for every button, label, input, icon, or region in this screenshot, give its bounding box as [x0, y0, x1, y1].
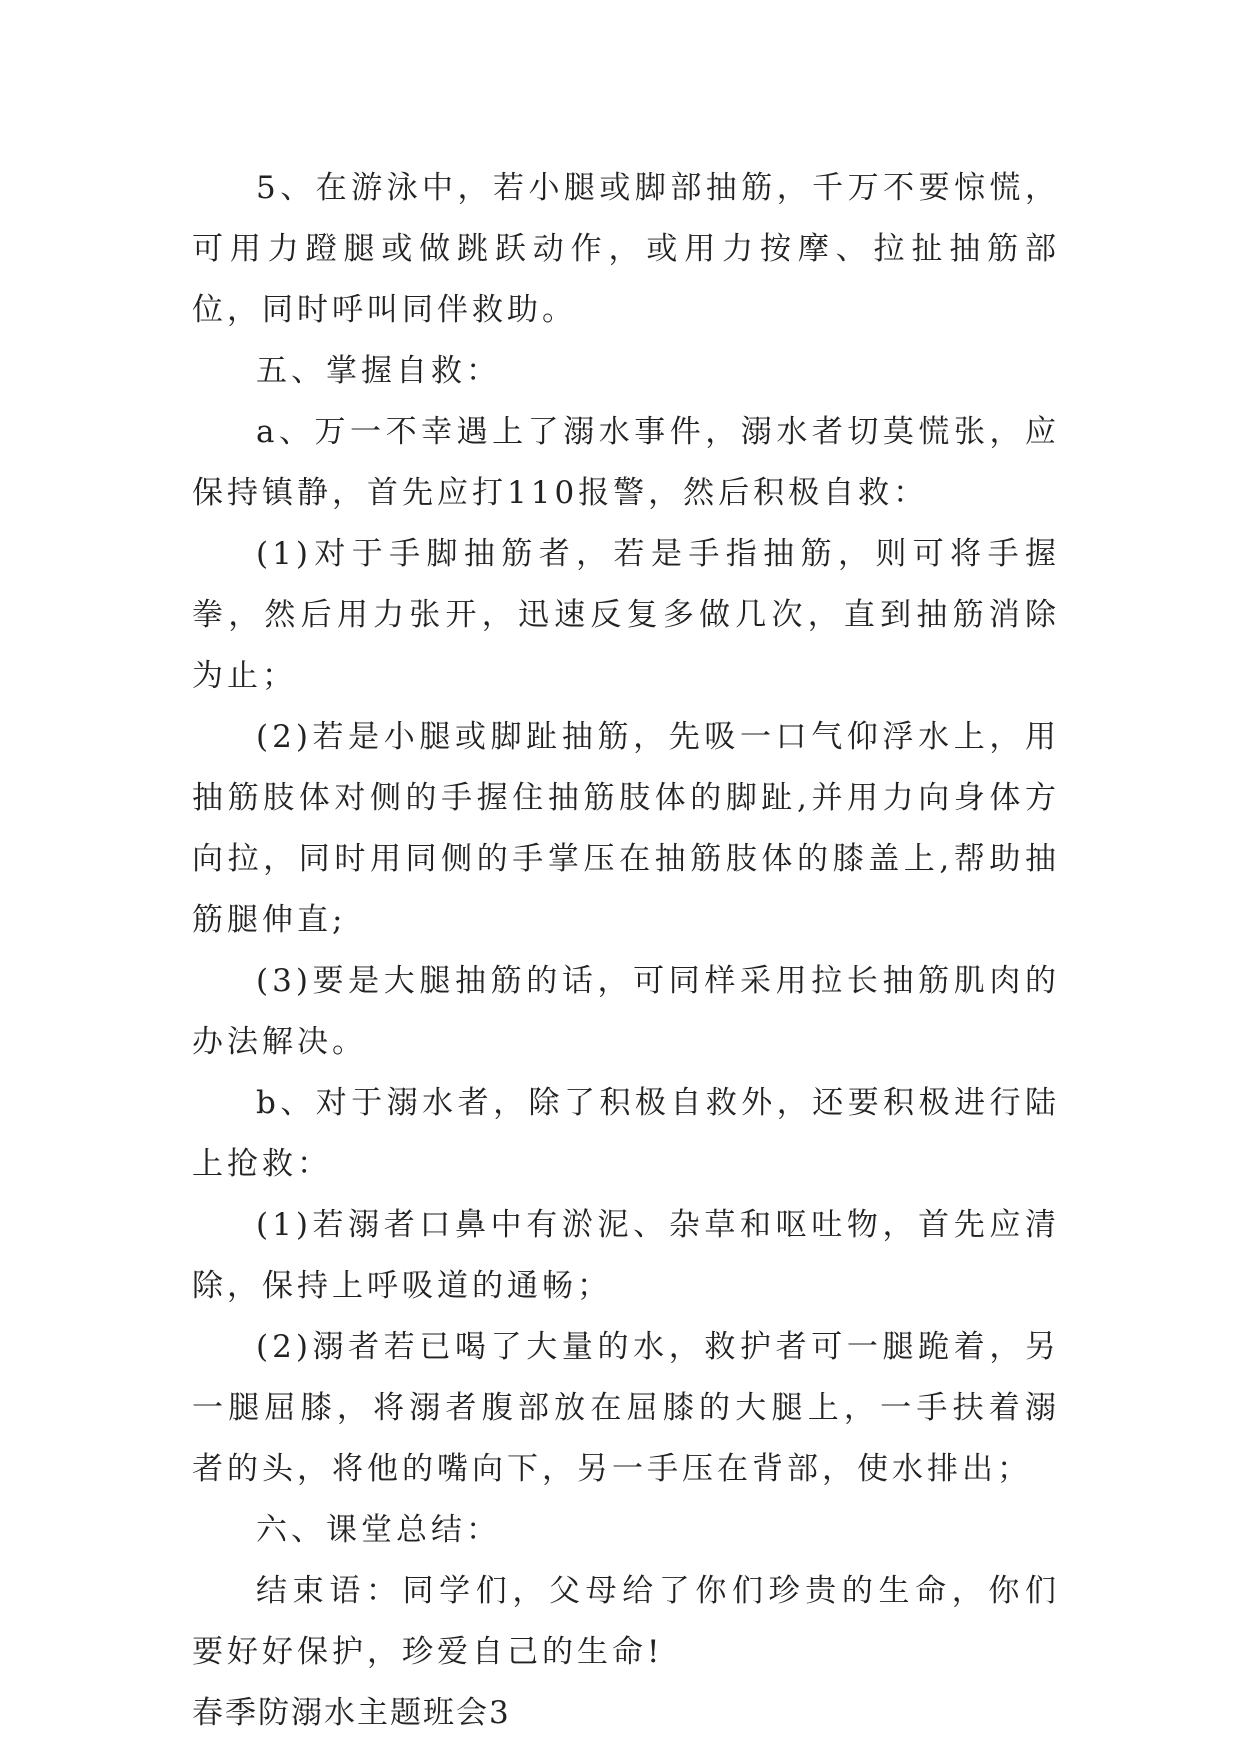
paragraph-cramp-leg: (2)若是小腿或脚趾抽筋，先吸一口气仰浮水上，用抽筋肢体对侧的手握住抽筋肢体的脚趾,并用力向身体方向拉，同时用同侧的手掌压在抽筋肢体的膝盖上,帮助抽筋腿伸直;	[192, 719, 1060, 938]
paragraph-rescue-b: b、对于溺水者，除了积极自救外，还要积极进行陆上抢救：	[192, 1085, 1060, 1182]
paragraph-drain-water: (2)溺者若已喝了大量的水，救护者可一腿跪着，另一腿屈膝，将溺者腹部放在屈膝的大腿上，一手扶着溺者的头，将他的嘴向下，另一手压在背部，使水排出；	[192, 1329, 1060, 1487]
paragraph-clear-airway: (1)若溺者口鼻中有淤泥、杂草和呕吐物，首先应清除，保持上呼吸道的通畅；	[192, 1207, 1060, 1304]
document-body	[192, 158, 1060, 1744]
paragraph-cramp-thigh: (3)要是大腿抽筋的话，可同样采用拉长抽筋肌肉的办法解决。	[192, 963, 1060, 1060]
section-six-heading: 六、课堂总结：	[256, 1512, 501, 1548]
section-five-heading: 五、掌握自救：	[256, 353, 501, 389]
section-title-3: 春季防溺水主题班会3	[192, 1695, 511, 1731]
paragraph-cramp-hand: (1)对于手脚抽筋者，若是手指抽筋，则可将手握拳，然后用力张开，迅速反复多做几次，直到抽筋消除为止；	[192, 536, 1060, 694]
paragraph-self-rescue-a: a、万一不幸遇上了溺水事件，溺水者切莫慌张，应保持镇静，首先应打110报警，然后积极自救：	[192, 414, 1060, 511]
paragraph-closing-remarks: 结束语：同学们，父母给了你们珍贵的生命，你们要好好保护，珍爱自己的生命!	[192, 1573, 1060, 1670]
paragraph-item-5: 5、在游泳中，若小腿或脚部抽筋，千万不要惊慌，可用力蹬腿或做跳跃动作，或用力按摩、拉扯抽筋部位，同时呼叫同伴救助。	[192, 170, 1060, 328]
